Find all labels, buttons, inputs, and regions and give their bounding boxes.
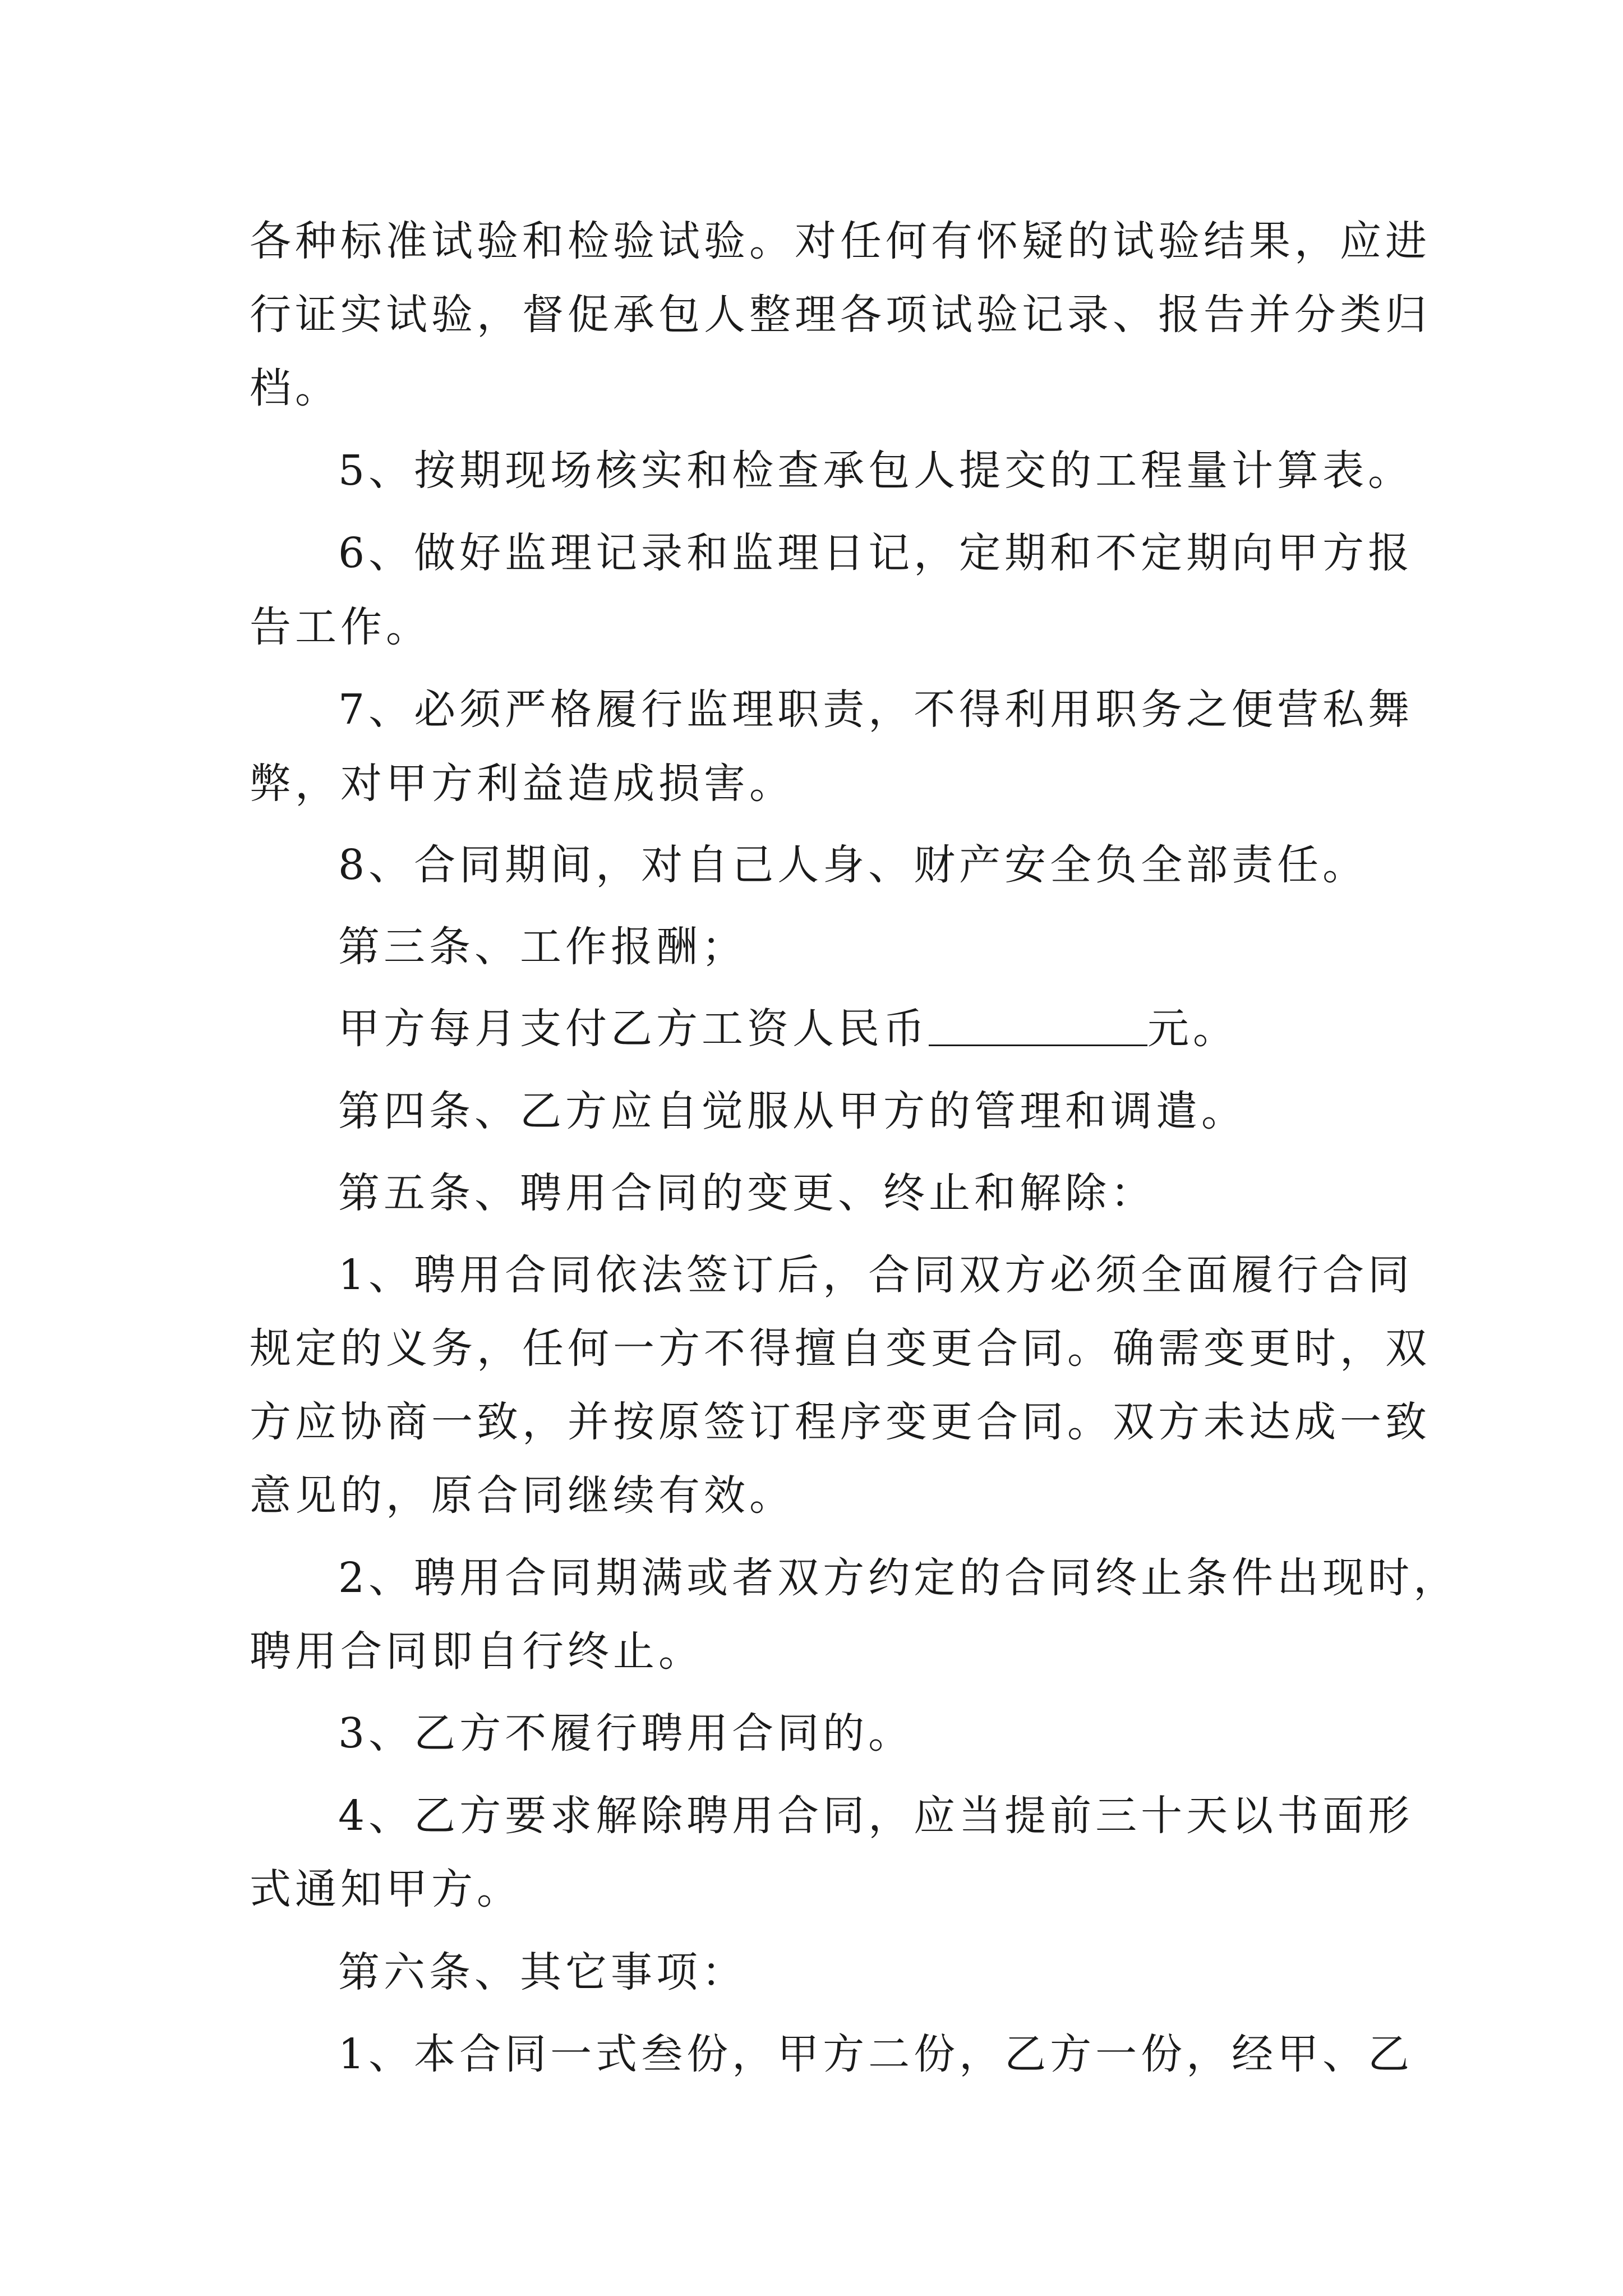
text-line: 档。 [250, 364, 340, 412]
text-line: 意见的，原合同继续有效。 [250, 1471, 795, 1520]
text-line: 规定的义务，任何一方不得擅自变更合同。确需变更时，双 [250, 1324, 1431, 1373]
text-line: 各种标准试验和检验试验。对任何有怀疑的试验结果，应进 [250, 217, 1431, 265]
text-line: 1、本合同一式叁份，甲方二份，乙方一份，经甲、乙 [338, 2030, 1414, 2078]
text-line: 7、必须严格履行监理职责，不得利用职务之便营私舞 [338, 685, 1414, 734]
text-line: 行证实试验，督促承包人整理各项试验记录、报告并分类归 [250, 291, 1431, 339]
text-line: 方应协商一致，并按原签订程序变更合同。双方未达成一致 [250, 1398, 1431, 1446]
salary-unit: 元。 [1147, 1005, 1238, 1053]
text-line: 第六条、其它事项： [338, 1948, 747, 1996]
text-line: 6、做好监理记录和监理日记，定期和不定期向甲方报 [338, 529, 1414, 577]
text-line: 聘用合同即自行终止。 [250, 1627, 704, 1676]
text-line: 弊，对甲方利益造成损害。 [250, 760, 795, 808]
text-line: 告工作。 [250, 603, 431, 651]
salary-line [338, 998, 1238, 1060]
text-line: 式通知甲方。 [250, 1865, 522, 1913]
salary-blank [929, 1005, 1147, 1046]
text-line: 第五条、聘用合同的变更、终止和解除： [338, 1169, 1156, 1217]
text-line: 第四条、乙方应自觉服从甲方的管理和调遣。 [338, 1087, 1247, 1135]
text-line: 1、聘用合同依法签订后，合同双方必须全面履行合同 [338, 1251, 1414, 1299]
text-line: 第三条、工作报酬； [338, 923, 747, 971]
text-line: 3、乙方不履行聘用合同的。 [338, 1709, 914, 1757]
text-line: 5、按期现场核实和检查承包人提交的工程量计算表。 [338, 447, 1414, 495]
text-line: 2、聘用合同期满或者双方约定的合同终止条件出现时， [338, 1554, 1459, 1602]
salary-text: 甲方每月支付乙方工资人民币 [338, 1005, 929, 1053]
text-line: 4、乙方要求解除聘用合同，应当提前三十天以书面形 [338, 1792, 1414, 1840]
text-line: 8、合同期间，对自己人身、财产安全负全部责任。 [338, 841, 1368, 889]
